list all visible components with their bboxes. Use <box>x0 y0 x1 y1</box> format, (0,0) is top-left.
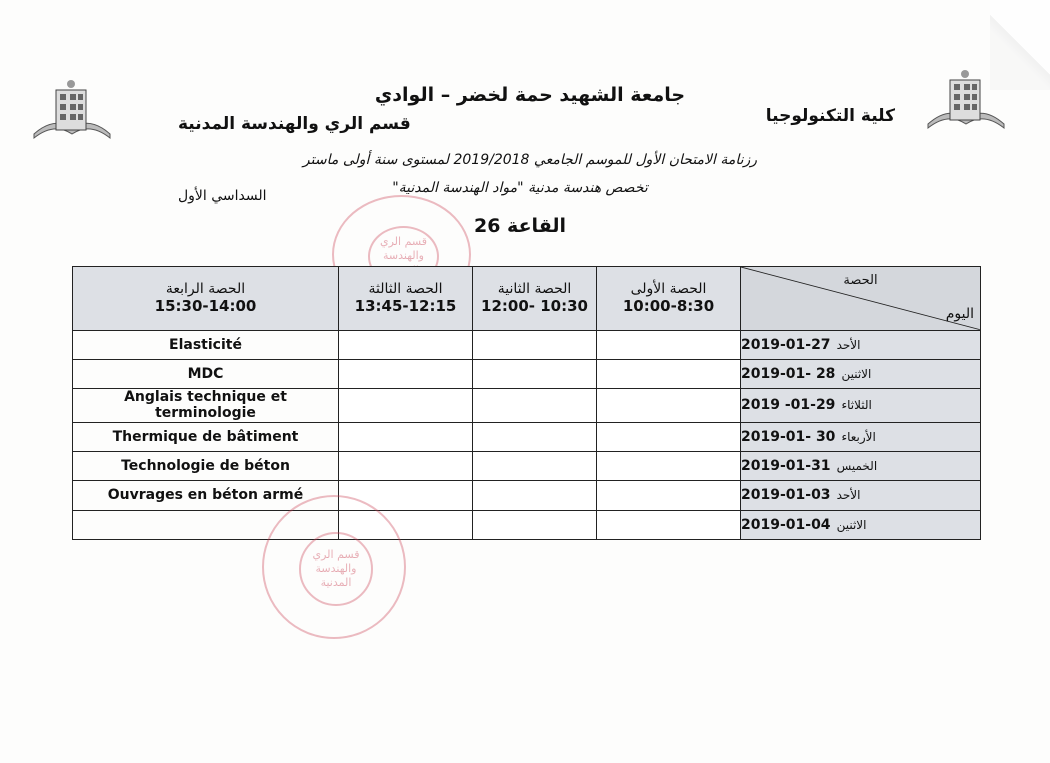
university-building-icon <box>918 66 1013 151</box>
university-logo-right <box>918 66 1013 151</box>
session-time: 15:30-14:00 <box>154 297 257 316</box>
empty-cell <box>473 451 597 480</box>
university-name: جامعة الشهيد حمة لخضر – الوادي <box>374 84 686 106</box>
session-time: 13:45-12:15 <box>354 297 457 316</box>
empty-cell <box>597 389 741 422</box>
day-name: الأحد <box>836 337 861 352</box>
day-date: 2019-01-27 <box>741 336 831 353</box>
subject-cell: Technologie de béton <box>73 451 339 480</box>
session-4-header <box>73 267 339 331</box>
empty-cell <box>339 330 473 359</box>
official-stamp-bottom <box>262 495 406 639</box>
university-building-icon <box>24 76 119 161</box>
corner-day-label: اليوم <box>945 305 974 322</box>
session-3-header <box>339 267 473 331</box>
day-name: الاثنين <box>836 517 867 532</box>
subject-cell: Thermique de bâtiment <box>73 422 339 451</box>
table-row <box>73 481 981 510</box>
day-date: 2019-01- 30 <box>741 428 836 445</box>
stamp-text: قسم الري والهندسة <box>368 226 440 288</box>
stamp-text: قسم الري والهندسة المدنية <box>299 532 373 606</box>
session-2-header <box>473 267 597 331</box>
day-name: الأحد <box>836 488 861 503</box>
day-cell <box>741 510 981 539</box>
empty-cell <box>597 360 741 389</box>
subject-cell: MDC <box>73 360 339 389</box>
empty-cell <box>339 389 473 422</box>
session-time: 10:00-8:30 <box>622 297 715 316</box>
empty-cell <box>473 360 597 389</box>
session-1-header <box>597 267 741 331</box>
empty-cell <box>473 510 597 539</box>
table-row <box>73 389 981 422</box>
session-name: الحصة الأولى <box>630 281 707 298</box>
empty-cell <box>339 451 473 480</box>
empty-cell <box>473 481 597 510</box>
empty-cell <box>339 360 473 389</box>
empty-cell <box>597 422 741 451</box>
day-date: 2019 -01-29 <box>741 397 836 414</box>
day-name: الخميس <box>836 459 878 474</box>
university-logo-left <box>24 76 119 161</box>
subject-cell: Ouvrages en béton armé <box>73 481 339 510</box>
day-cell <box>741 481 981 510</box>
empty-cell <box>597 451 741 480</box>
day-date: 2019-01-04 <box>741 516 831 533</box>
session-time: 12:00- 10:30 <box>481 297 588 316</box>
empty-cell <box>473 389 597 422</box>
subject-cell: Elasticité <box>73 330 339 359</box>
session-name: الحصة الرابعة <box>165 281 246 298</box>
table-row <box>73 451 981 480</box>
session-name: الحصة الثانية <box>497 281 572 298</box>
table-row <box>73 360 981 389</box>
day-cell <box>741 360 981 389</box>
faculty-name: كلية التكنولوجيا <box>765 106 895 126</box>
day-cell <box>741 389 981 422</box>
department-name: قسم الري والهندسة المدنية <box>178 114 411 134</box>
day-name: الثلاثاء <box>841 398 872 413</box>
empty-cell <box>473 330 597 359</box>
empty-cell <box>473 422 597 451</box>
corner-session-label: الحصة <box>843 273 878 288</box>
empty-cell <box>597 510 741 539</box>
table-row <box>73 510 981 539</box>
day-date: 2019-01-31 <box>741 458 831 475</box>
corner-header-cell <box>741 267 981 331</box>
subject-cell: Anglais technique et terminologie <box>73 389 339 422</box>
table-row <box>73 330 981 359</box>
day-cell <box>741 422 981 451</box>
day-date: 2019-01- 28 <box>741 366 836 383</box>
exam-calendar-title: رزنامة الامتحان الأول للموسم الجامعي 2019/2018 لمستوى سنة أولى ماستر <box>302 152 758 168</box>
room-label: القاعة 26 <box>473 215 567 237</box>
specialty-title: تخصص هندسة مدنية "مواد الهندسة المدنية" <box>392 180 648 196</box>
semester-label: السداسي الأول <box>178 188 267 204</box>
session-name: الحصة الثالثة <box>368 281 443 298</box>
empty-cell <box>597 330 741 359</box>
day-cell <box>741 330 981 359</box>
day-name: الاثنين <box>841 367 872 382</box>
table-header-row <box>73 267 981 331</box>
day-name: الأربعاء <box>841 429 876 444</box>
empty-cell <box>597 481 741 510</box>
day-cell <box>741 451 981 480</box>
day-date: 2019-01-03 <box>741 487 831 504</box>
table-row <box>73 422 981 451</box>
exam-schedule-table <box>72 266 981 540</box>
empty-cell <box>339 422 473 451</box>
